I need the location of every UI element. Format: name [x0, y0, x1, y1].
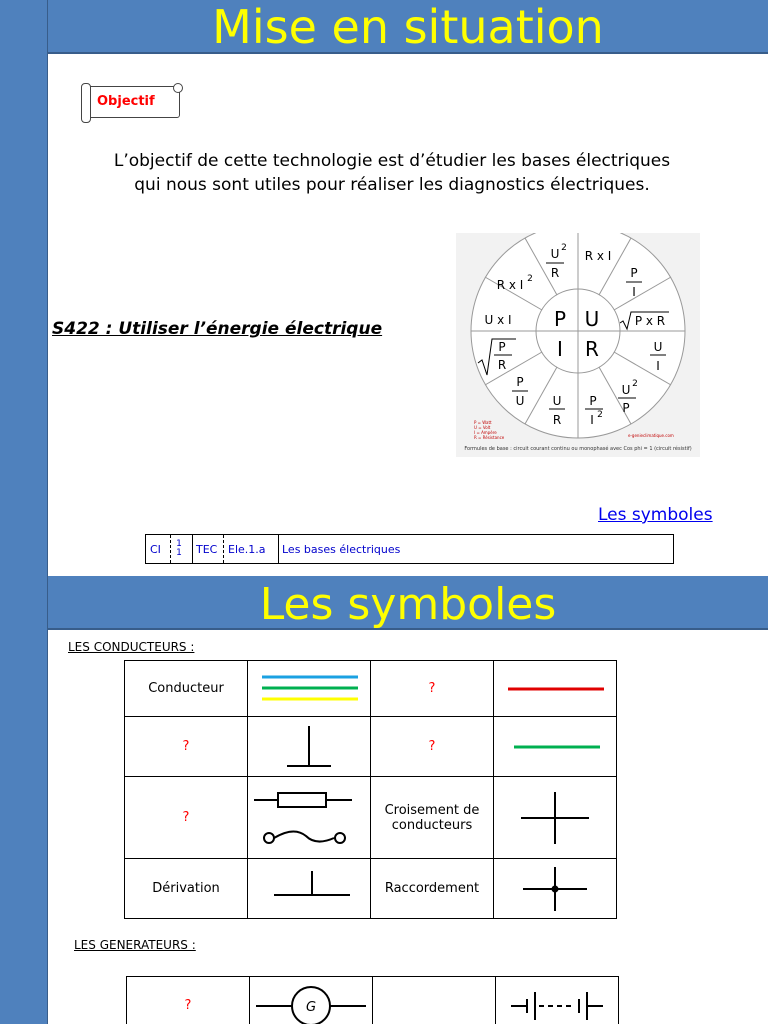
sector-sqrt-pxr: P x R	[634, 314, 666, 328]
cell-empty-gen-r1c3	[373, 977, 496, 1024]
sector-u2p-num: U	[621, 383, 631, 397]
cell-generator-symbol	[250, 977, 373, 1024]
crossing-symbol	[515, 788, 595, 848]
objective-text	[50, 149, 734, 197]
cell-question-gen-r1c1: ?	[127, 977, 250, 1024]
footer-ref: Ele.1.a	[228, 542, 266, 556]
objectif-scroll-badge	[84, 86, 180, 118]
sector-pu-num: P	[516, 375, 524, 389]
cell-croisement-label: Croisement de conducteurs	[371, 777, 494, 859]
sector-pi2-den: I	[590, 413, 594, 427]
sector-pi2-num: P	[589, 394, 597, 408]
slide-sidebar	[0, 576, 48, 1024]
sector-u2r-den: R	[550, 266, 560, 280]
cell-green-wire-symbol	[494, 717, 617, 777]
wheel-legend-p: P = Watt	[474, 420, 492, 425]
sector-u2r-num: U	[550, 247, 560, 261]
generateurs-table	[126, 976, 619, 1024]
sector-rxi2-exp: 2	[527, 274, 533, 284]
wheel-legend-r: R = Résistance	[474, 435, 505, 440]
cell-crossing-symbol	[494, 777, 617, 859]
sector-uxi: U x I	[484, 313, 512, 327]
objectif-label: Objectif	[97, 94, 155, 109]
conducteurs-heading: LES CONDUCTEURS :	[68, 640, 195, 654]
red-wire-symbol	[500, 679, 610, 699]
slide-title: Mise en situation	[212, 0, 604, 54]
ohm-law-formula-wheel	[456, 233, 700, 457]
sector-ur-den: R	[552, 413, 562, 427]
cell-fuse-symbol	[248, 777, 371, 859]
sector-ui-num: U	[653, 340, 663, 354]
footer-description: Les bases électriques	[282, 542, 401, 556]
les-symboles-link[interactable]: Les symboles	[598, 505, 713, 525]
slide-sidebar	[0, 0, 48, 576]
sector-rxi: R x I	[584, 249, 612, 263]
generateurs-heading: LES GENERATEURS :	[74, 938, 196, 952]
cell-raccordement-symbol	[494, 859, 617, 919]
slide-title-bar	[48, 0, 768, 54]
cell-conducteur-label: Conducteur	[125, 661, 248, 717]
sector-ur-num: U	[552, 394, 562, 408]
footer-number-bottom: 1	[176, 548, 182, 558]
sector-u2p-exp: 2	[632, 379, 638, 389]
wheel-center-u: U	[584, 307, 600, 331]
wheel-legend-i: I = Ampère	[474, 430, 497, 435]
cell-conducteur-symbol	[248, 661, 371, 717]
green-wire-symbol	[500, 737, 610, 757]
wheel-legend-u: U = Volt	[474, 425, 491, 430]
cell-derivation-label: Dérivation	[125, 859, 248, 919]
cell-red-wire-symbol	[494, 661, 617, 717]
wheel-center-i: I	[557, 337, 563, 361]
reference-footer	[145, 534, 674, 564]
battery-symbol	[505, 986, 609, 1024]
generator-symbol	[252, 984, 370, 1024]
cell-question-r2c1: ?	[125, 717, 248, 777]
wheel-center-p: P	[553, 307, 567, 331]
three-wire-symbol	[254, 669, 364, 709]
cell-battery-symbol	[496, 977, 619, 1024]
sector-rxi2: R x I	[496, 278, 524, 292]
wheel-caption: Formules de base : circuit courant continu ou monophasé avec Cos phi = 1 (circuit résistif)	[464, 446, 692, 452]
generator-letter: G	[305, 999, 317, 1015]
sector-u2r-exp: 2	[561, 243, 567, 253]
cell-ground-symbol	[248, 717, 371, 777]
slide-title: Les symboles	[259, 579, 557, 630]
competence-heading: S422 : Utiliser l’énergie électrique	[52, 319, 383, 339]
raccordement-symbol	[515, 863, 595, 915]
sector-sqrt-pr-num: P	[498, 340, 506, 354]
sector-ui-den: I	[656, 359, 660, 373]
objective-line-1: L’objectif de cette technologie est d’étudier les bases électriques	[113, 151, 671, 171]
cell-derivation-symbol	[248, 859, 371, 919]
slide-les-symboles	[0, 576, 768, 1024]
footer-ci: CI	[150, 542, 161, 556]
sector-pu-den: U	[515, 394, 525, 408]
footer-number-top: 1	[176, 539, 182, 549]
fuse-symbol	[250, 782, 368, 854]
sector-pi-num: P	[630, 266, 638, 280]
slide-title-bar	[48, 576, 768, 630]
cell-question-r3c1: ?	[125, 777, 248, 859]
derivation-symbol	[254, 869, 364, 909]
sector-u2p-den: P	[622, 401, 630, 415]
sector-sqrt-pr-den: R	[497, 358, 507, 372]
cell-question-r2c3: ?	[371, 717, 494, 777]
footer-number	[172, 535, 186, 563]
cell-question-r1c3: ?	[371, 661, 494, 717]
footer-tec: TEC	[196, 542, 218, 556]
wheel-site: e-genieclimatique.com	[628, 433, 674, 438]
wheel-center-r: R	[585, 337, 599, 361]
objective-line-2: qui nous sont utiles pour réaliser les diagnostics électriques.	[134, 175, 650, 195]
ground-symbol	[254, 722, 364, 772]
sector-pi-den: I	[632, 285, 636, 299]
conducteurs-table	[124, 660, 617, 919]
cell-raccordement-label: Raccordement	[371, 859, 494, 919]
sector-pi2-exp: 2	[597, 410, 603, 420]
